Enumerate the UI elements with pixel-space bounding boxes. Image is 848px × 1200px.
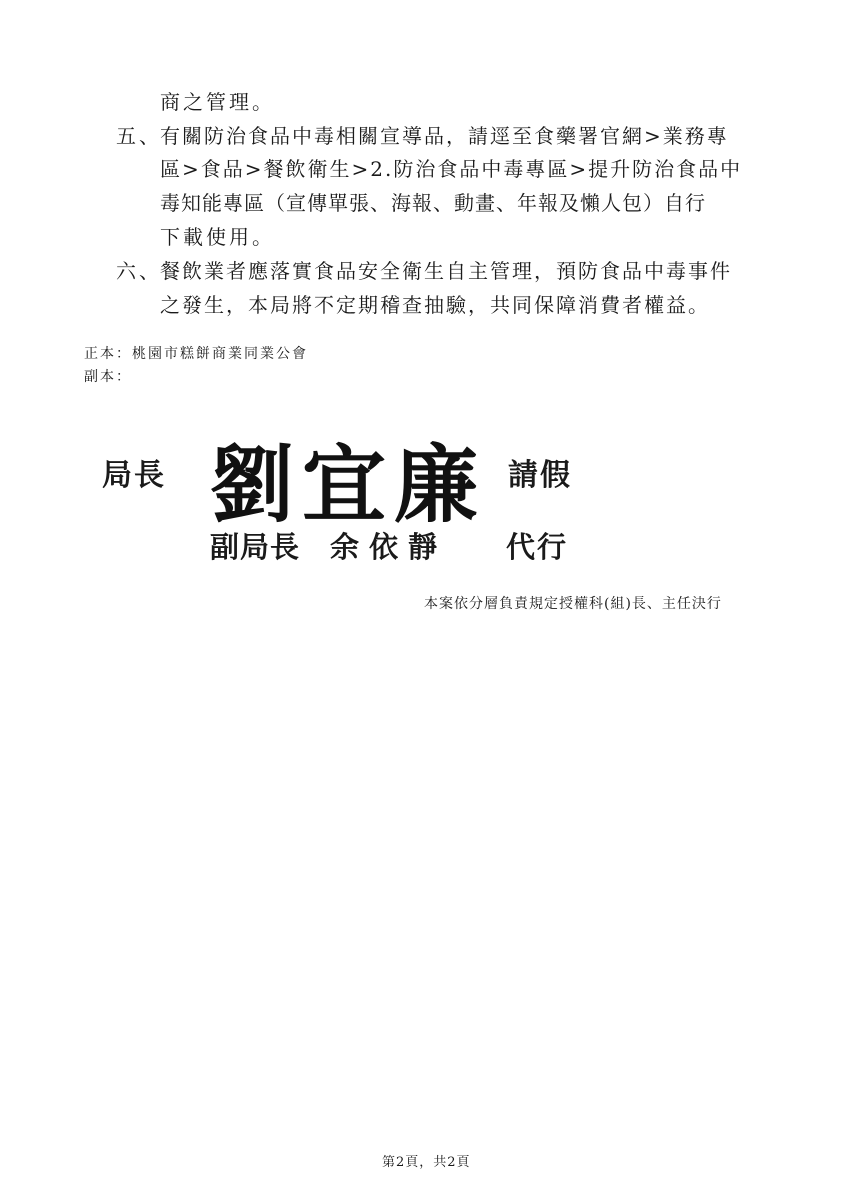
item-5-line-4: 下載使用。 <box>160 225 275 249</box>
deputy-name: 余依靜 <box>330 530 448 564</box>
body-line-continued: 商之管理。 <box>160 90 275 114</box>
authorization-note: 本案依分層負責規定授權科(組)長、主任決行 <box>424 596 722 612</box>
deputy-title: 副局長 <box>210 530 301 564</box>
item-5-number: 五、 <box>116 124 162 148</box>
copy-recipient: 副本： <box>84 369 132 385</box>
leave-note: 請假 <box>508 458 572 493</box>
director-title: 局長 <box>102 458 166 493</box>
item-6-number: 六、 <box>116 259 162 283</box>
item-6-line-1: 餐飲業者應落實食品安全衛生自主管理，預防食品中毒事件 <box>160 259 732 283</box>
item-5-line-3: 毒知能專區（宣傳單張、海報、動畫、年報及懶人包）自行 <box>160 191 706 215</box>
acting-note: 代行 <box>506 530 569 564</box>
item-5-line-1: 有關防治食品中毒相關宣導品，請逕至食藥署官網>業務專 <box>160 124 729 148</box>
item-6-line-2: 之發生，本局將不定期稽查抽驗，共同保障消費者權益。 <box>160 293 710 317</box>
director-signature-stamp: 劉宜廉 <box>210 435 487 534</box>
main-recipient: 正本：桃園市糕餅商業同業公會 <box>84 346 308 362</box>
item-5-line-2: 區>食品>餐飲衛生>2.防治食品中毒專區>提升防治食品中 <box>160 157 743 181</box>
page-number-footer: 第2頁，共2頁 <box>382 1155 471 1170</box>
